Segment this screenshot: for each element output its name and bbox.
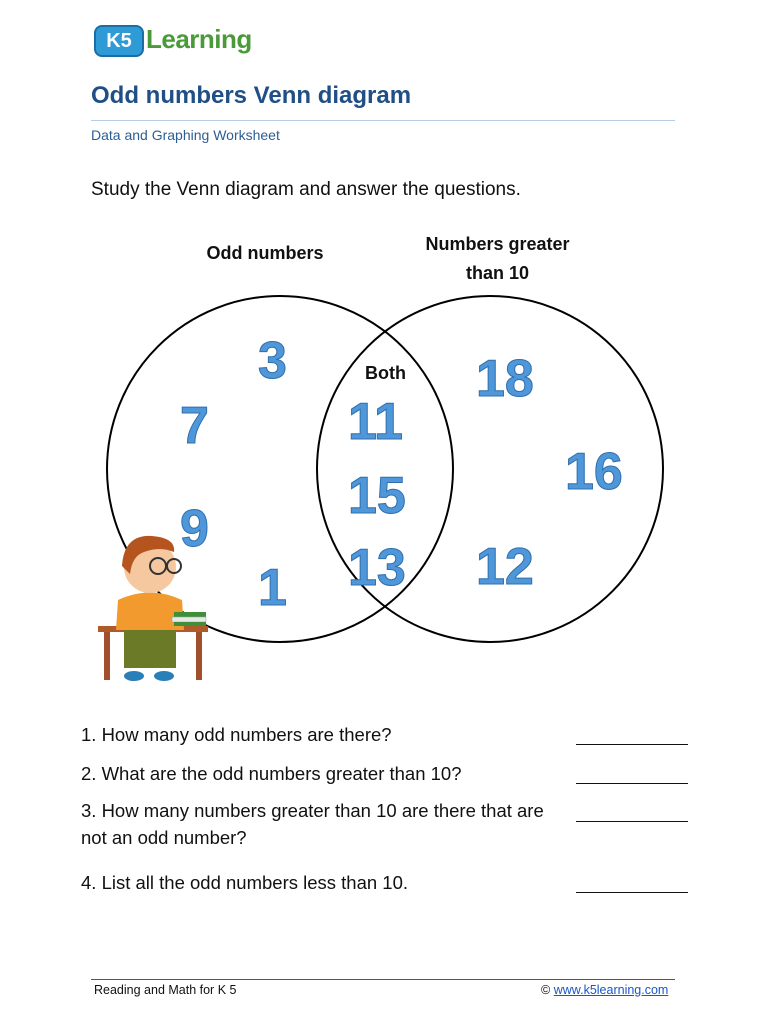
- left-number: 7: [180, 397, 209, 455]
- overlap-number: 15: [348, 467, 406, 525]
- answer-line-4[interactable]: [576, 892, 688, 893]
- answer-line-3[interactable]: [576, 821, 688, 822]
- question-3: 3. How many numbers greater than 10 are there that are not an odd number?: [81, 800, 544, 848]
- overlap-number: 13: [348, 539, 406, 597]
- logo-word: Learning: [146, 24, 252, 54]
- answer-line-2[interactable]: [576, 783, 688, 784]
- logo-box: K5: [94, 25, 144, 57]
- website-link[interactable]: www.k5learning.com: [553, 983, 669, 997]
- book: [172, 617, 206, 622]
- right-number: 12: [476, 538, 534, 596]
- right-number: 16: [565, 443, 623, 501]
- footer-tagline: Reading and Math for K 5: [94, 983, 237, 997]
- left-number: 9: [180, 500, 209, 558]
- answer-line-1[interactable]: [576, 744, 688, 745]
- overlap-number: 11: [348, 393, 403, 451]
- page-subtitle: Data and Graphing Worksheet: [91, 127, 280, 143]
- footer-credit: [541, 983, 668, 997]
- right-set-label-line2: than 10: [465, 263, 530, 283]
- left-set-label: Odd numbers: [206, 243, 324, 263]
- student-shoe: [124, 671, 144, 681]
- right-set-label-line1: Numbers greater: [425, 234, 570, 254]
- student-shirt: [116, 593, 184, 631]
- page-title: Odd numbers Venn diagram: [91, 82, 412, 109]
- instructions-text: Study the Venn diagram and answer the questions.: [91, 179, 521, 200]
- question-4: 4. List all the odd numbers less than 10.: [81, 872, 409, 893]
- question-2: 2. What are the odd numbers greater than 10?: [81, 763, 462, 784]
- desk-leg: [104, 632, 110, 680]
- question-1: 1. How many odd numbers are there?: [81, 724, 392, 745]
- left-number: 1: [258, 559, 287, 617]
- book: [174, 622, 206, 626]
- footer-divider: [91, 979, 675, 980]
- desk-leg: [196, 632, 202, 680]
- copyright-symbol: ©: [541, 983, 551, 997]
- book: [174, 612, 206, 617]
- student-shoe: [154, 671, 174, 681]
- left-number: 3: [258, 332, 287, 390]
- overlap-label: Both: [365, 363, 406, 383]
- student-legs: [124, 628, 176, 668]
- right-number: 18: [476, 350, 534, 408]
